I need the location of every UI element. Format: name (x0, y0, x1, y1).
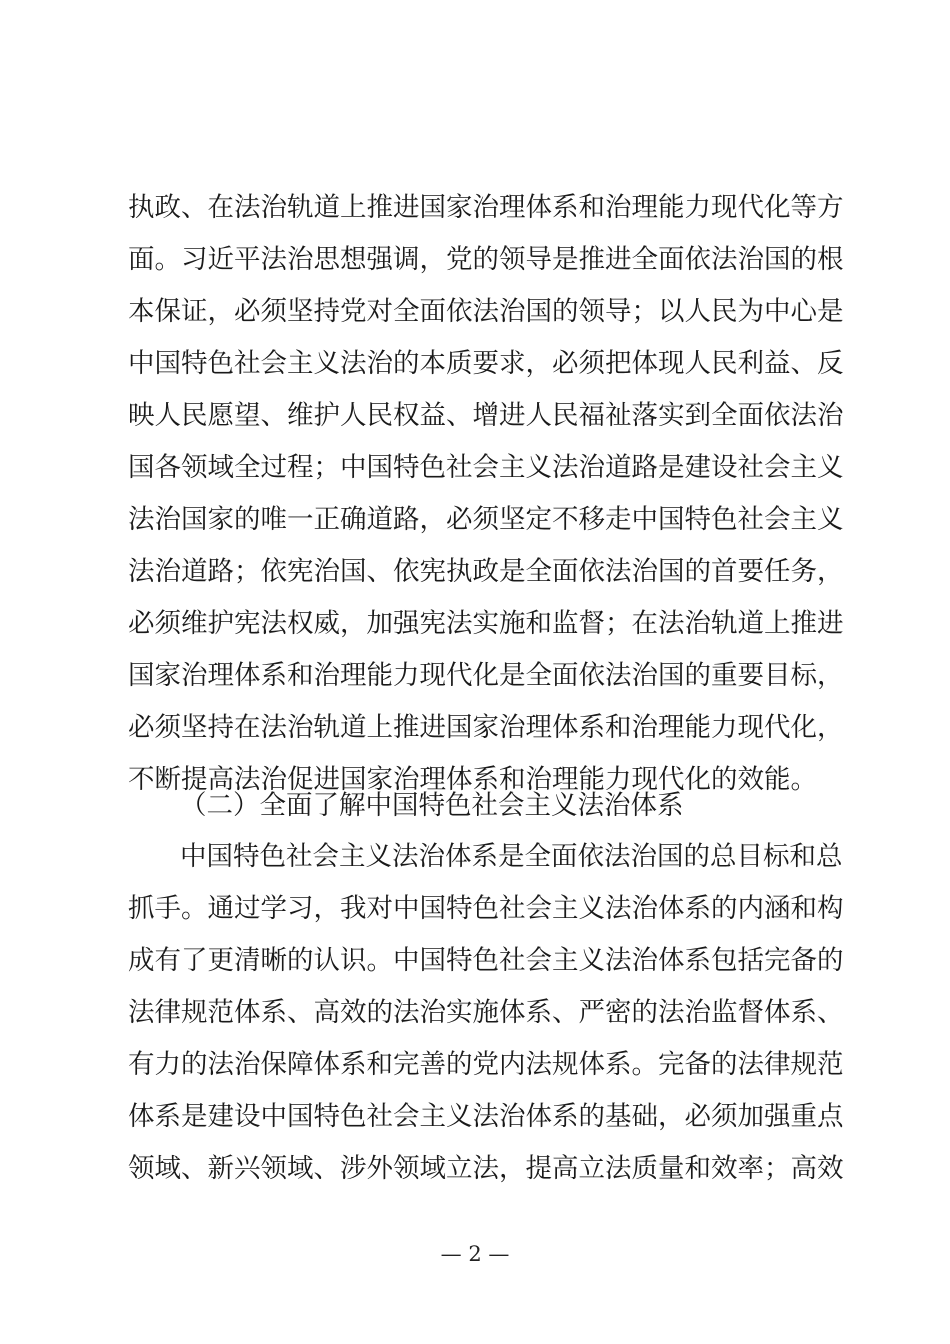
text-line: 领域、新兴领域、涉外领域立法，提高立法质量和效率；高效 (128, 1153, 844, 1184)
text-line: 国各领域全过程；中国特色社会主义法治道路是建设社会主义 (128, 452, 844, 483)
text-line: 映人民愿望、维护人民权益、增进人民福祉落实到全面依法治 (128, 400, 844, 431)
paragraph-1 (128, 182, 844, 806)
paragraph-2 (128, 831, 844, 1195)
text-line: 有力的法治保障体系和完善的党内法规体系。完备的法律规范 (128, 1049, 844, 1080)
text-line: 不断提高法治促进国家治理体系和治理能力现代化的效能。 (128, 764, 817, 795)
text-line: 必须维护宪法权威，加强宪法实施和监督；在法治轨道上推进 (128, 608, 844, 639)
text-line: 法律规范体系、高效的法治实施体系、严密的法治监督体系、 (128, 997, 844, 1028)
text-line: 国家治理体系和治理能力现代化是全面依法治国的重要目标， (128, 660, 844, 691)
section-heading: （二）全面了解中国特色社会主义法治体系 (180, 790, 684, 821)
text-line: 必须坚持在法治轨道上推进国家治理体系和治理能力现代化， (128, 712, 844, 743)
text-line: 法治道路；依宪治国、依宪执政是全面依法治国的首要任务， (128, 556, 844, 587)
text-line: 面。习近平法治思想强调，党的领导是推进全面依法治国的根 (128, 244, 844, 275)
text-line: 本保证，必须坚持党对全面依法治国的领导；以人民为中心是 (128, 296, 844, 327)
text-line: 中国特色社会主义法治的本质要求，必须把体现人民利益、反 (128, 348, 844, 379)
text-line: 体系是建设中国特色社会主义法治体系的基础，必须加强重点 (128, 1101, 844, 1132)
page-number: — 2 — (440, 1242, 510, 1266)
section-heading-block (128, 780, 828, 832)
text-line: 法治国家的唯一正确道路，必须坚定不移走中国特色社会主义 (128, 504, 844, 535)
text-line: 中国特色社会主义法治体系是全面依法治国的总目标和总 (180, 841, 843, 872)
text-line: 执政、在法治轨道上推进国家治理体系和治理能力现代化等方 (128, 192, 844, 223)
text-line: 成有了更清晰的认识。中国特色社会主义法治体系包括完备的 (128, 945, 844, 976)
text-line: 抓手。通过学习，我对中国特色社会主义法治体系的内涵和构 (128, 893, 844, 924)
